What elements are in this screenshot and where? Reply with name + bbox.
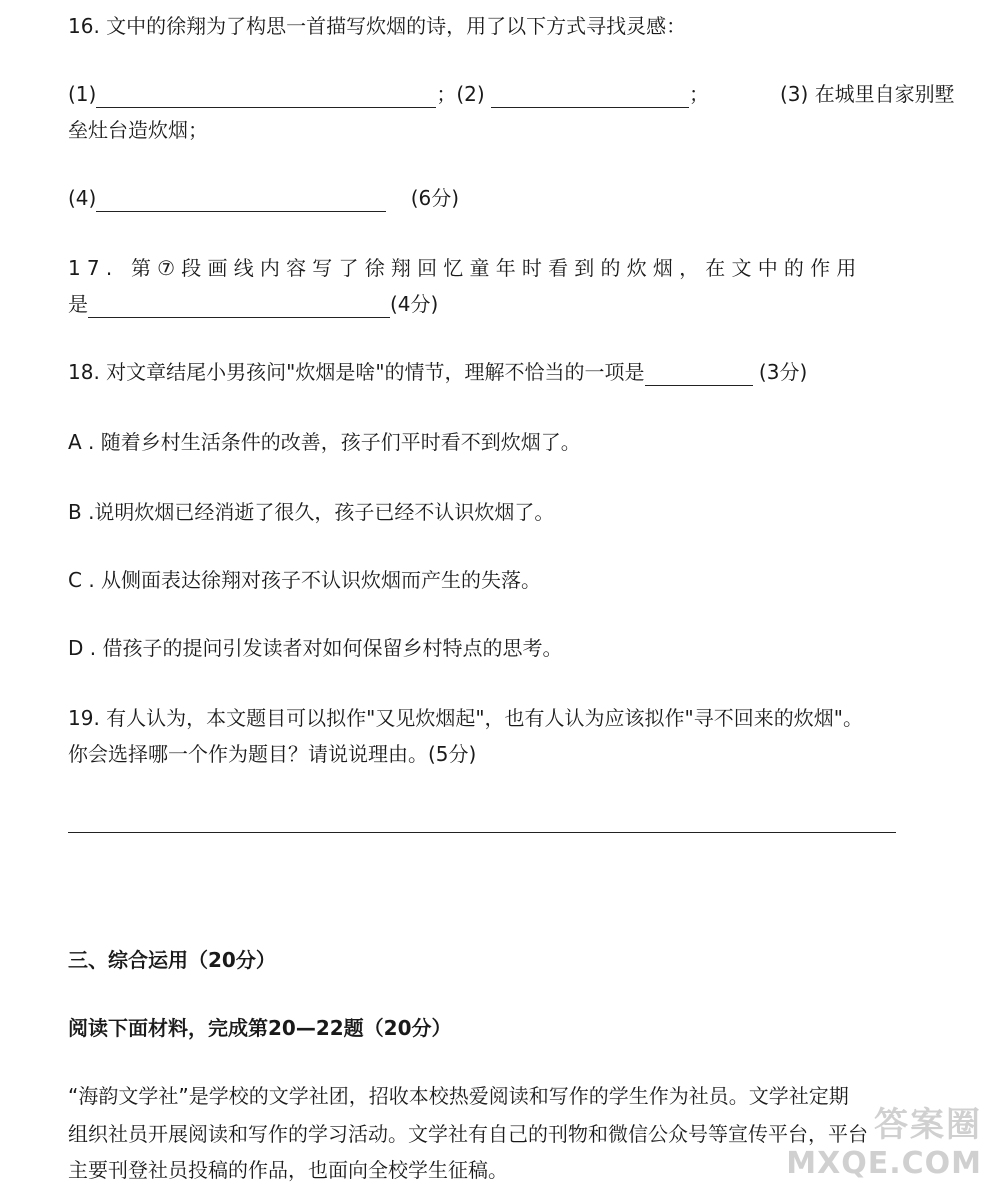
q16-blank-2-label: ；(2)	[436, 82, 485, 106]
q16-item-3-cont: 垒灶台造炊烟；	[68, 118, 208, 142]
q19-line-2: 你会选择哪一个作为题目？请说说理由。(5分)	[68, 742, 477, 766]
q16-blank-1[interactable]	[96, 87, 436, 108]
q16-blank-1-label: (1)	[68, 82, 97, 106]
watermark-cn: 答案圈	[874, 1105, 982, 1145]
section-3-para-line-3: 主要刊登社员投稿的作品，也面向全校学生征稿。	[68, 1158, 508, 1182]
q19-line-1: 19. 有人认为，本文题目可以拟作"又见炊烟起"，也有人认为应该拟作"寻不回来的炊烟"。	[68, 706, 863, 730]
q19-answer-line[interactable]	[68, 832, 896, 833]
q18-stem-row	[68, 358, 807, 386]
q16-blanks-row-1	[68, 80, 709, 108]
q16-blanks-row-2	[68, 184, 459, 212]
watermark-en: MXQE.COM	[786, 1146, 982, 1181]
q17-score: (4分)	[390, 292, 439, 316]
q16-blank-2-end: ；	[689, 82, 710, 106]
q18-score: (3分)	[758, 360, 808, 384]
q16-stem: 16. 文中的徐翔为了构思一首描写炊烟的诗，用了以下方式寻找灵感：	[68, 14, 687, 38]
section-3-instruction: 阅读下面材料，完成第20—22题（20分）	[68, 1016, 452, 1040]
watermark	[786, 1097, 982, 1181]
q17-line-1: 17. 第⑦段画线内容写了徐翔回忆童年时看到的炊烟，在文中的作用	[68, 256, 863, 280]
q17-line-2-start: 是	[68, 292, 88, 316]
q18-option-b: B .说明炊烟已经消逝了很久，孩子已经不认识炊烟了。	[68, 500, 555, 524]
section-3-para-line-1: “海韵文学社”是学校的文学社团，招收本校热爱阅读和写作的学生作为社员。文学社定期	[68, 1084, 849, 1108]
q18-option-a: A . 随着乡村生活条件的改善，孩子们平时看不到炊烟了。	[68, 430, 581, 454]
q16-blank-4[interactable]	[96, 191, 386, 212]
section-3-heading: 三、综合运用（20分）	[68, 948, 276, 972]
q17-line-2	[68, 290, 438, 318]
q16-blank-2[interactable]	[491, 87, 689, 108]
q18-blank[interactable]	[645, 365, 753, 386]
q16-score: (6分)	[410, 186, 460, 210]
q18-option-d: D . 借孩子的提问引发读者对如何保留乡村特点的思考。	[68, 636, 563, 660]
q16-item-3: (3) 在城里自家别墅	[780, 82, 955, 106]
q17-blank[interactable]	[88, 297, 390, 318]
q18-option-c: C . 从侧面表达徐翔对孩子不认识炊烟而产生的失落。	[68, 568, 542, 592]
section-3-para-line-2: 组织社员开展阅读和写作的学习活动。文学社有自己的刊物和微信公众号等宣传平台，平台	[68, 1122, 868, 1146]
q18-stem: 18. 对文章结尾小男孩问"炊烟是啥"的情节，理解不恰当的一项是	[68, 360, 645, 384]
q16-blank-4-label: (4)	[68, 186, 97, 210]
